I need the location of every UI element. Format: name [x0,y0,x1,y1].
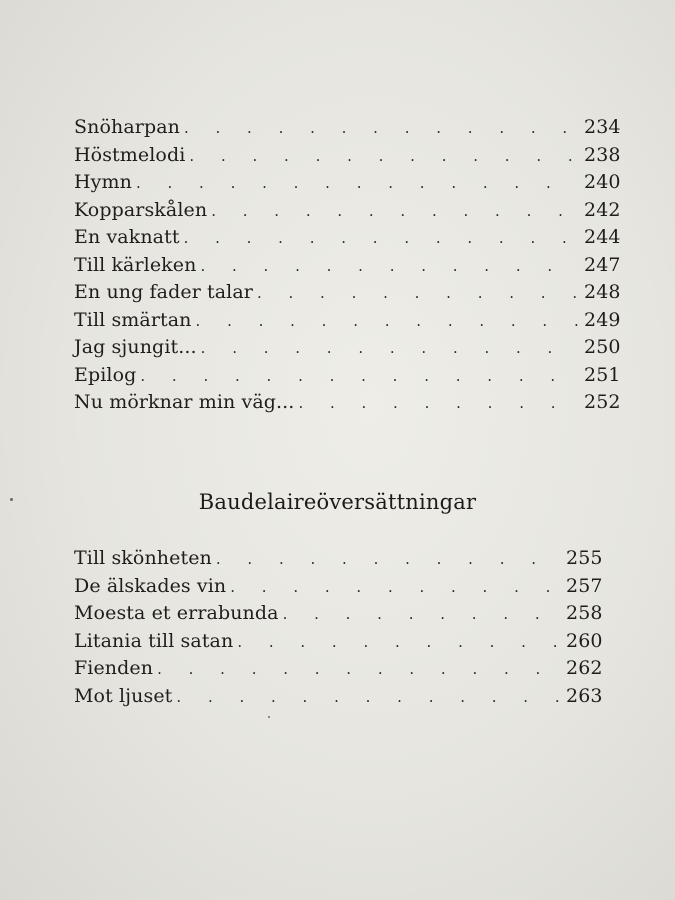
toc-entry-title: Moesta et errabunda [74,602,279,624]
toc-entry-page: 257 [566,574,603,597]
toc-entry-page: 263 [566,684,603,707]
toc-entry [74,142,620,170]
dot-leader [136,170,578,198]
toc-entry [74,389,620,417]
dot-leader [140,363,578,391]
paper-speck [268,716,270,718]
toc-list-translations [74,545,602,710]
toc-entry-title: De älskades vin [74,574,227,597]
dot-leader [298,390,578,418]
toc-entry-title: Fienden [74,657,154,679]
toc-entry-page: 251 [584,363,621,386]
toc-entry-title: Litania till satan [74,629,234,652]
toc-entry [74,334,620,362]
dot-leader [230,574,560,602]
dot-leader [184,115,578,143]
toc-entry [74,573,602,601]
toc-entry [74,307,620,335]
dot-leader [184,225,578,253]
dot-leader [157,656,560,684]
toc-entry-title: Kopparskålen [74,198,208,221]
toc-entry-page: 250 [584,336,621,358]
toc-entry-page: 262 [566,657,603,679]
toc-entry-page: 247 [584,253,621,276]
toc-entry [74,362,620,390]
paper-speck [10,498,13,501]
toc-entry [74,252,620,280]
toc-entry-title: En vaknatt [74,226,180,248]
toc-entry [74,279,620,307]
toc-entry [74,224,620,252]
toc-entry-page: 238 [584,143,621,166]
toc-entry [74,600,602,628]
dot-leader [237,629,560,657]
toc-entry [74,683,602,711]
toc-entry-page: 252 [584,391,621,413]
toc-entry-title: Till skönheten [74,547,212,569]
toc-entry-title: Hymn [74,171,132,193]
toc-entry-page: 242 [584,198,621,221]
toc-entry [74,545,602,573]
toc-entry-title: Mot ljuset [74,684,173,707]
dot-leader [189,143,578,171]
toc-entry-page: 255 [566,547,603,569]
dot-leader [211,198,578,226]
dot-leader [201,335,578,363]
toc-entry [74,169,620,197]
toc-entry-page: 244 [584,226,621,248]
toc-entry [74,197,620,225]
toc-entry-title: Till smärtan [74,308,192,331]
toc-entry-page: 234 [584,116,621,138]
toc-entry-page: 258 [566,602,603,624]
toc-entry-page: 249 [584,308,621,331]
toc-entry [74,628,602,656]
toc-entry-page: 248 [584,281,621,303]
toc-entry-title: Höstmelodi [74,143,186,166]
dot-leader [200,253,578,281]
toc-entry [74,114,620,142]
dot-leader [176,684,560,712]
toc-entry-title: Jag sjungit... [74,336,197,358]
toc-entry [74,655,602,683]
dot-leader [196,308,578,336]
toc-entry-page: 240 [584,171,621,193]
dot-leader [283,601,560,629]
section-heading: Baudelaireöversättningar [198,490,477,514]
toc-list-poems [74,114,620,417]
toc-entry-title: Nu mörknar min väg... [74,391,295,413]
dot-leader [216,546,560,574]
toc-entry-title: Snöharpan [74,116,180,138]
toc-entry-title: Epilog [74,363,137,386]
dot-leader [257,280,578,308]
toc-entry-page: 260 [566,629,603,652]
toc-entry-title: En ung fader talar [74,281,253,303]
toc-entry-title: Till kärleken [74,253,197,276]
